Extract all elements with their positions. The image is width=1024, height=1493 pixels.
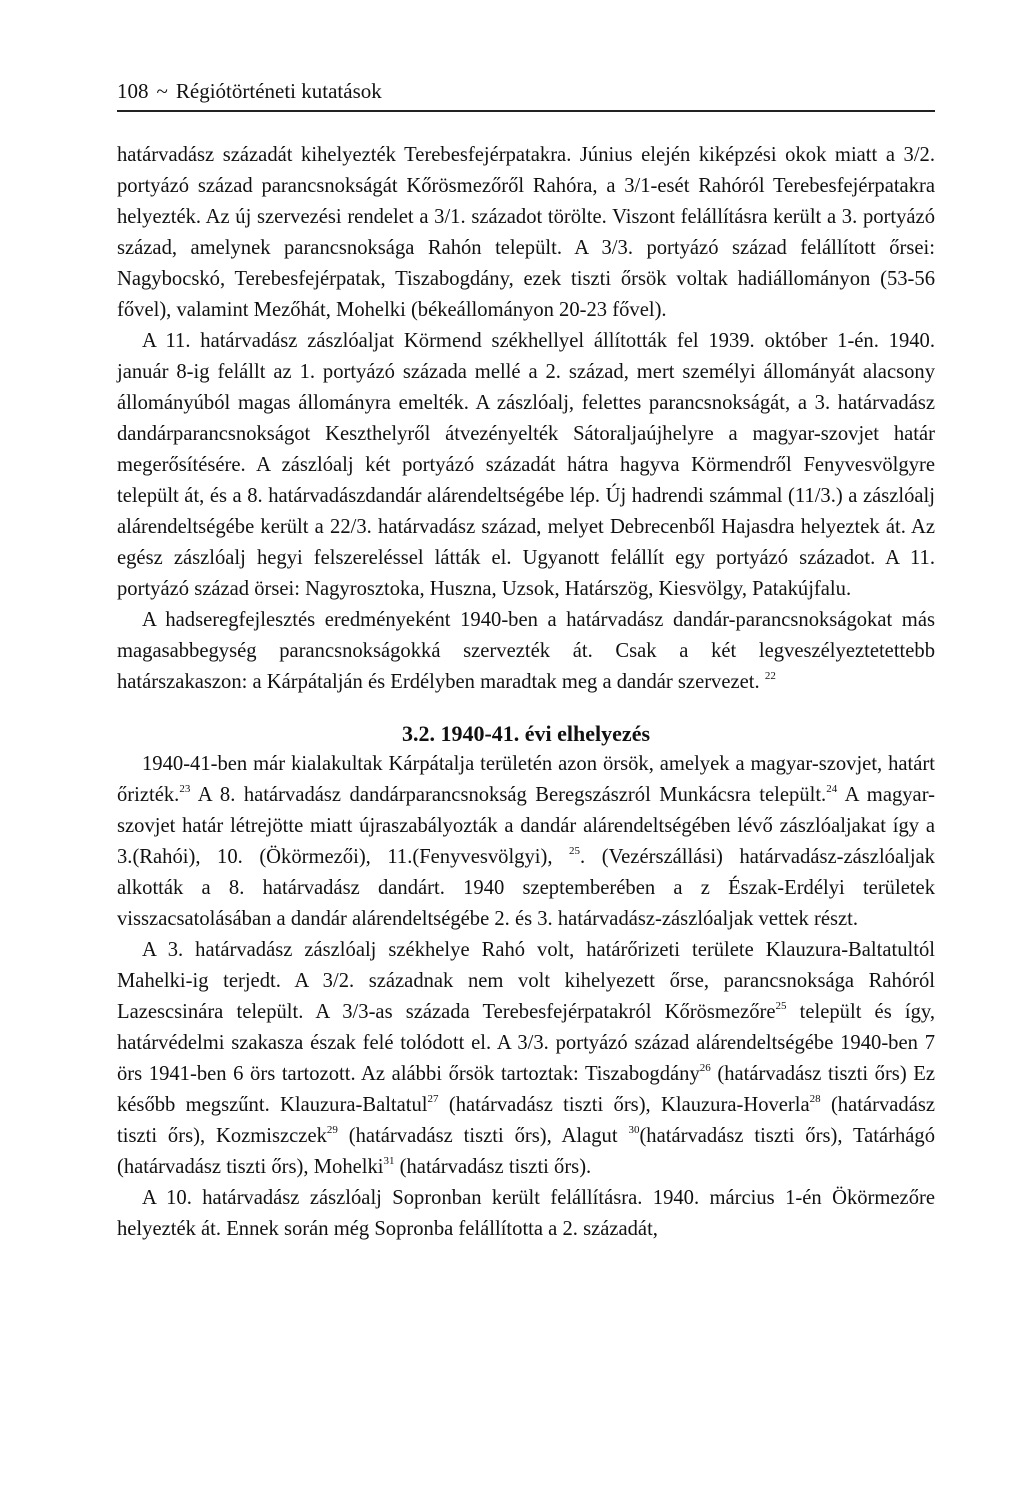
- header-rule: [117, 110, 935, 112]
- paragraph: [117, 605, 935, 698]
- text-run: A 3. határvadász zászlóalj székhelye Rahó volt, határőrizeti területe Klauzura-Baltatultól Mahelki-ig terjedt. A 3/2. századnak nem volt kihelyezett őrse, parancsnoksága Rahóról Lazescsinára települt. A 3/3-as százada Terebesfejérpatakról Kőrösmezőre: [117, 939, 935, 1023]
- footnote-ref: 24: [826, 783, 838, 795]
- paragraphs-before: [117, 140, 935, 698]
- section-heading: 3.2. 1940-41. évi elhelyezés: [401, 721, 651, 746]
- paragraph: [117, 140, 935, 326]
- paragraph: [117, 935, 935, 1183]
- text-run: A hadseregfejlesztés eredményeként 1940-ben a határvadász dandár-parancsnokságokat más magasabbegység parancsnokságokká szervezték át. Csak a két legveszélyeztetettebb határszakaszon: a Kárpátalján és Erdélyben maradtak meg a dandár szervezet.: [117, 609, 935, 693]
- footnote-ref: 25: [775, 1000, 787, 1012]
- paragraphs-after: [117, 749, 935, 1245]
- text-run: (határvadász tiszti őrs) Ez később megszűnt. Klauzura-Baltatul: [117, 1063, 935, 1116]
- footnote-ref: 27: [427, 1093, 439, 1105]
- text-run: (határvadász tiszti őrs).: [394, 1156, 592, 1178]
- paragraph: [117, 326, 935, 605]
- footnote-ref: 22: [764, 670, 776, 682]
- footnote-ref: 26: [699, 1062, 711, 1074]
- paragraph: [117, 1183, 935, 1245]
- header-separator: ~: [156, 79, 168, 103]
- text-run: 1940-41-ben már kialakultak Kárpátalja területén azon örsök, amelyek a magyar-szovjet, határt őrizték.: [117, 753, 935, 806]
- paragraph: [117, 749, 935, 935]
- footnote-ref: 25: [569, 845, 581, 857]
- footnote-ref: 30: [628, 1124, 640, 1136]
- text-run: határvadász századát kihelyezték Terebesfejérpatakra. Június elején kiképzési okok miatt a 3/2. portyázó század parancsnokságát Kőrösmezőről Rahóra, a 3/1-esét Rahóról Terebesfejérpatakra helyezték. Az új szervezési rendelet a 3/1. századot törölte. Viszont felállításra került a 3. portyázó század, amelynek parancsnoksága Rahón települt. A 3/3. portyázó század felállított őrsei: Nagybocskó, Terebesfejérpatak, Tiszabogdány, ezek tiszti őrsök voltak hadiállományon (53-56 fővel), valamint Mezőhát, Mohelki (békeállományon 20-23 fővel).: [117, 144, 935, 321]
- page-body: [117, 140, 935, 1245]
- text-run: . (Vezérszállási) határvadász-zászlóaljak alkották a 8. határvadász dandárt. 1940 szeptemberében a z Észak-Erdélyi területek visszacsatolásában a dandár alárendeltségébe 2. és 3. határvadász-zászlóaljak vettek részt.: [117, 846, 935, 930]
- text-run: (határvadász tiszti őrs), Klauzura-Hoverla: [438, 1094, 810, 1116]
- text-run: A 8. határvadász dandárparancsnokság Beregszászról Munkácsra települt.: [190, 784, 827, 806]
- text-run: (határvadász tiszti őrs), Alagut: [337, 1125, 629, 1147]
- text-run: A 11. határvadász zászlóaljat Körmend székhellyel állították fel 1939. október 1-én. 1940. január 8-ig felállt az 1. portyázó százada mellé a 2. század, mert személyi állományát alacsony állományúból magas állományra emelték. A zászlóalj, felettes parancsnokságát, a 3. határvadász dandárparancsnokságot Keszthelyről átvezényelték Sátoraljaújhelyre a magyar-szovjet határ megerősítésére. A zászlóalj két portyázó századát hátra hagyva Körmendről Fenyvesvölgyre települt át, és a 8. határvadászdandár alárendeltségébe lép. Új hadrendi számmal (11/3.) a zászlóalj alárendeltségébe került a 22/3. határvadász század, melyet Debrecenből Hajasdra helyeztek át. Az egész zászlóalj hegyi felszereléssel látták el. Ugyanott felállít egy portyázó századot. A 11. portyázó század örsei: Nagyrosztoka, Huszna, Uzsok, Határszög, Kiesvölgy, Patakújfalu.: [117, 330, 935, 600]
- footnote-ref: 23: [179, 783, 191, 795]
- text-run: (határvadász tiszti őrs), Tatárhágó (határvadász tiszti őrs), Mohelki: [117, 1125, 935, 1178]
- running-title: Régiótörténeti kutatások: [175, 79, 382, 103]
- text-run: A magyar-szovjet határ létrejötte miatt újraszabályozták a dandár alárendeltségében lévő zászlóaljakat így a 3.(Rahói), 10. (Ökörmezői), 11.(Fenyvesvölgyi),: [117, 784, 935, 868]
- footnote-ref: 29: [326, 1124, 338, 1136]
- footnote-ref: 31: [383, 1155, 395, 1167]
- text-run: A 10. határvadász zászlóalj Sopronban került felállításra. 1940. március 1-én Ökörmezőre helyezték át. Ennek során még Sopronba felállította a 2. századát,: [117, 1187, 935, 1240]
- footnote-ref: 28: [809, 1093, 821, 1105]
- page-number: 108: [117, 79, 149, 103]
- text-run: (határvadász tiszti őrs), Kozmiszczek: [117, 1094, 935, 1147]
- page-header: [117, 78, 935, 104]
- text-run: települt és így, határvédelmi szakasza észak felé tolódott el. A 3/3. portyázó század alárendeltségébe 1940-ben 7 örs 1941-ben 6 örs tartozott. Az alábbi őrsök tartoztak: Tiszabogdány: [117, 1001, 935, 1085]
